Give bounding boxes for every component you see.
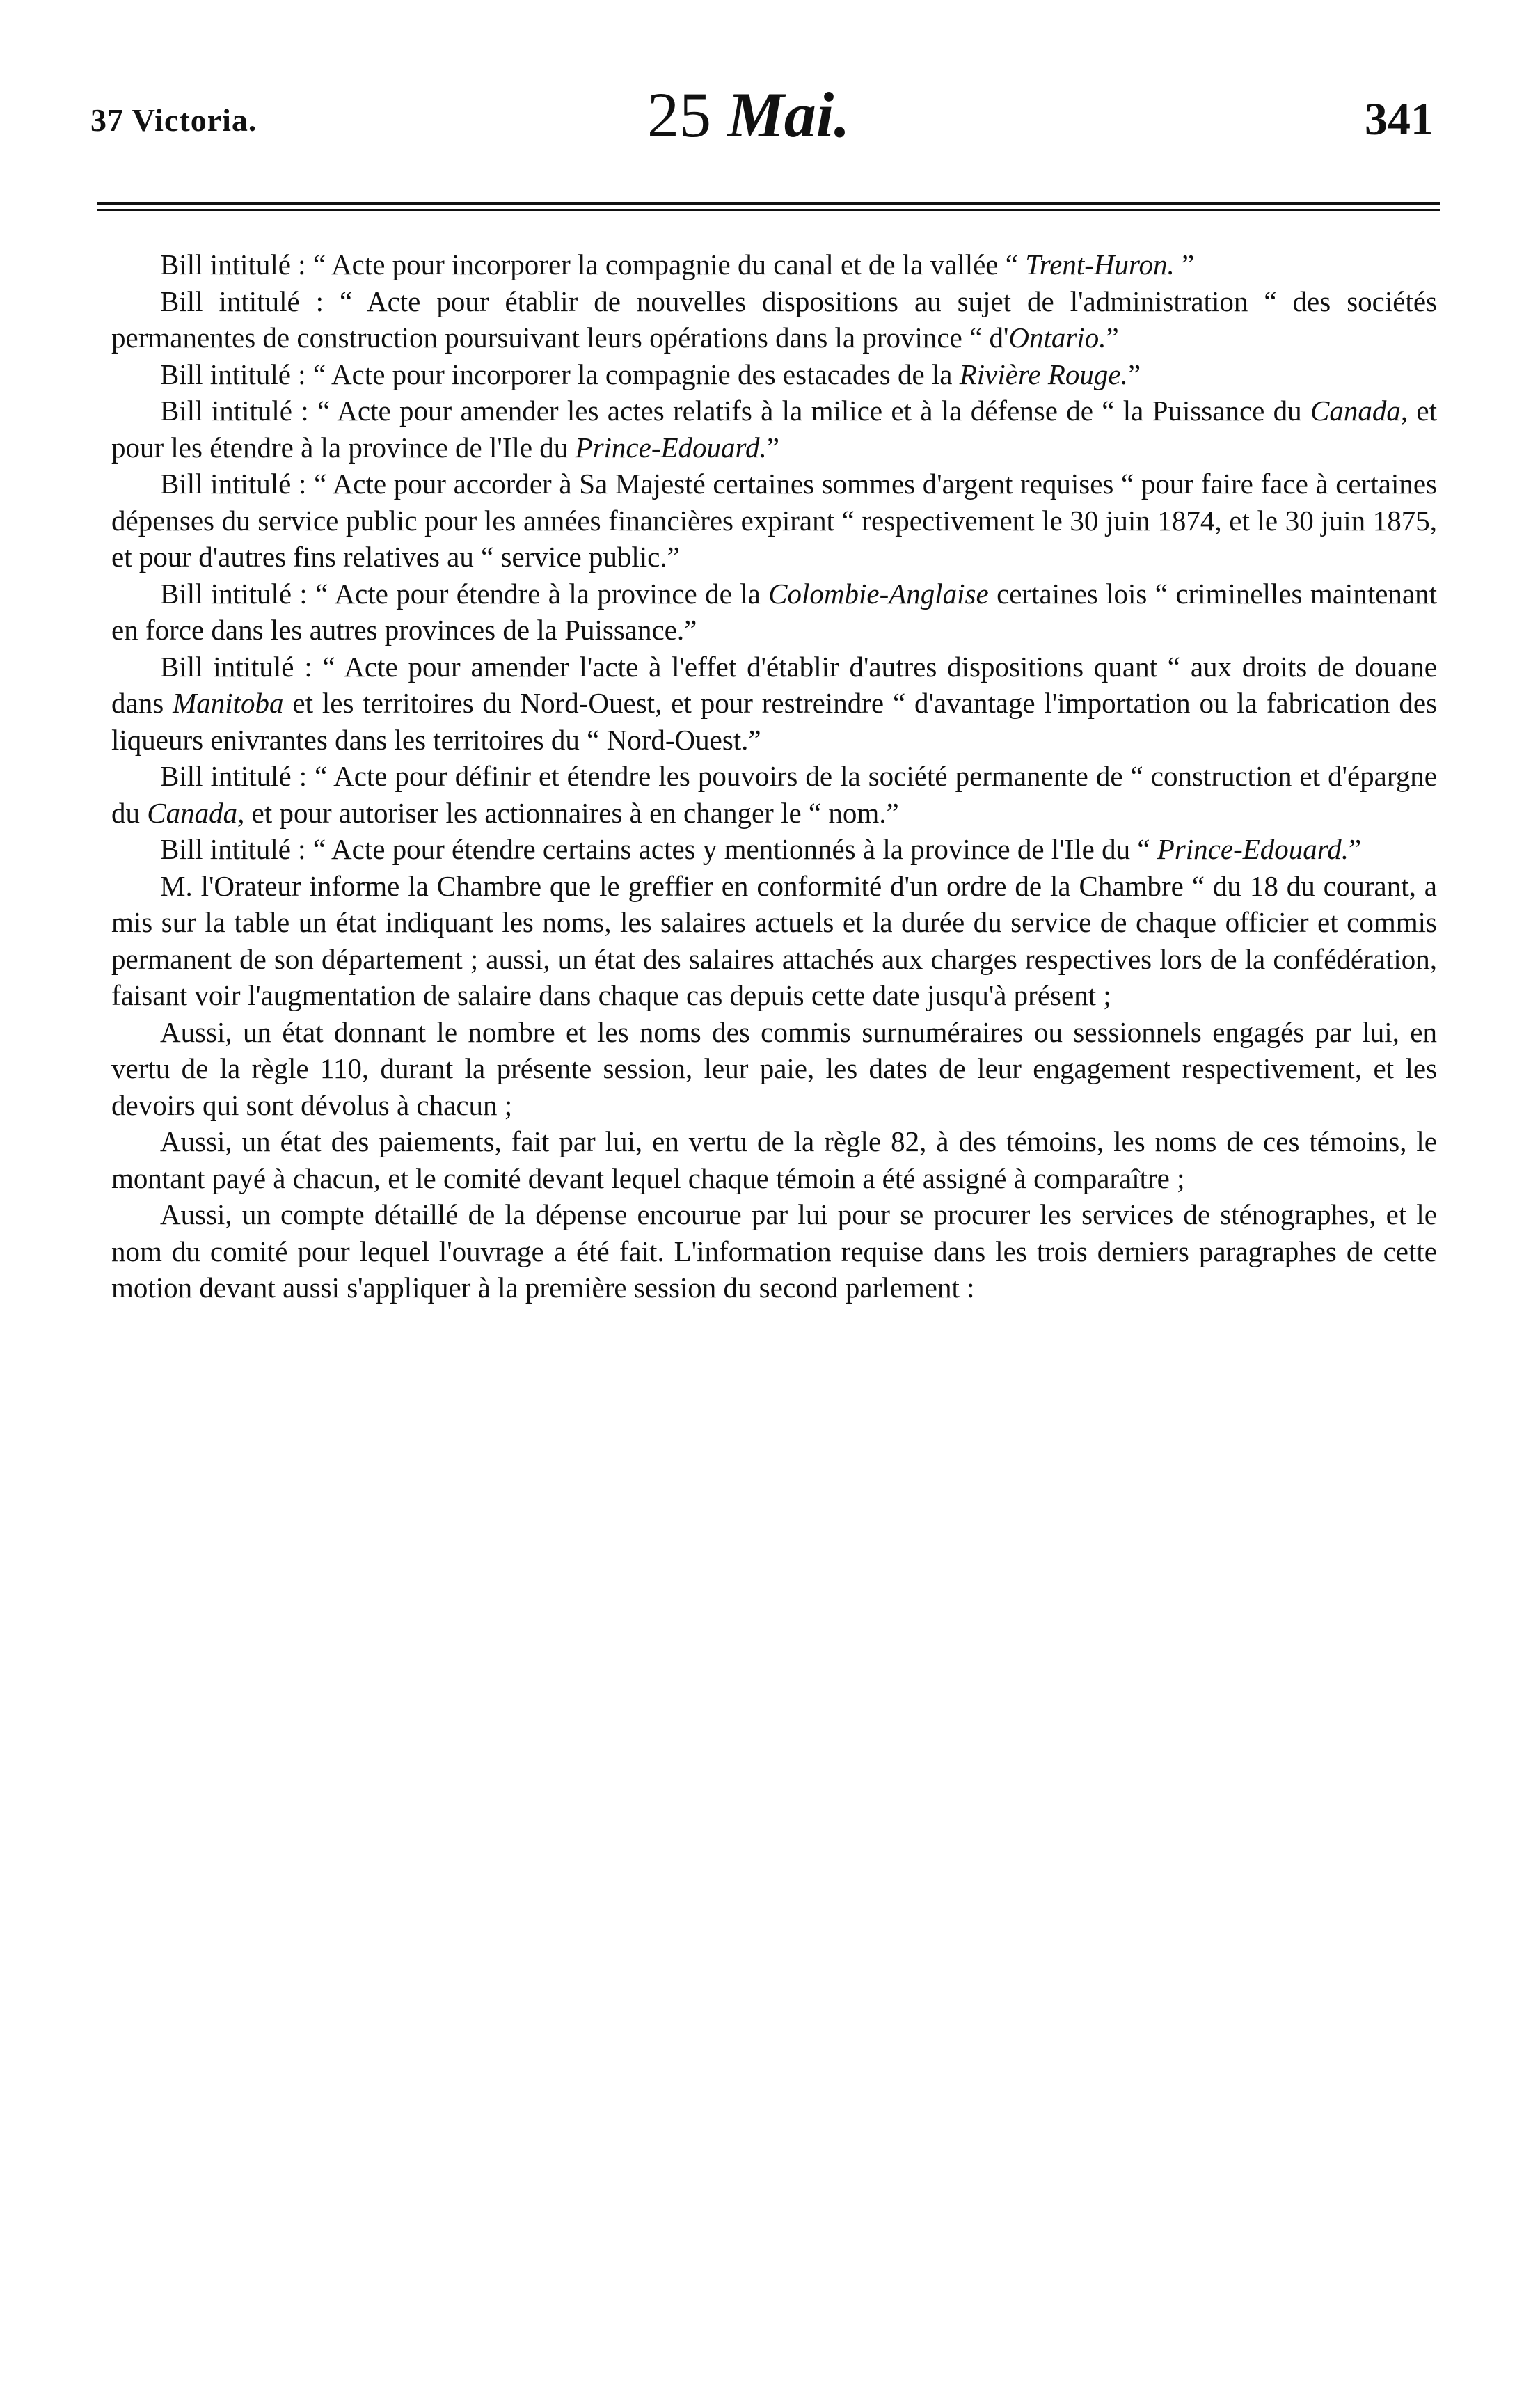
- paragraph-text: Bill intitulé : “ Acte pour incorporer la compagnie du canal et de la vallée “: [160, 248, 1026, 280]
- body-paragraph: [111, 576, 1437, 649]
- paragraph-text: ”: [1348, 833, 1362, 865]
- header-rule-thin: [97, 209, 1440, 211]
- italic-text: Manitoba: [173, 687, 284, 719]
- italic-text: Trent-Huron.: [1025, 248, 1175, 280]
- italic-text: Ontario.: [1008, 322, 1106, 354]
- paragraph-text: Bill intitulé : “ Acte pour incorporer la compagnie des estacades de la: [160, 358, 960, 390]
- body-paragraph: [111, 466, 1437, 576]
- paragraph-text: Aussi, un compte détaillé de la dépense encourue par lui pour se procurer les services de sténographes, et le nom du comité pour lequel l'ouvrage a été fait. L'information requise dans les trois derniers paragraphes de cette motion devant aussi s'appliquer à la première session du second parlement :: [111, 1198, 1437, 1304]
- paragraph-text: ”: [1174, 248, 1195, 280]
- paragraph-text: Aussi, un état donnant le nombre et les noms des commis surnuméraires ou sessionnels engagés par lui, en vertu de la règle 110, durant la présente session, leur paie, les dates de leur engagement respectivement, et les devoirs qui sont dévolus à chacun ;: [111, 1015, 1437, 1121]
- body-paragraph: [111, 831, 1437, 868]
- paragraph-text: Bill intitulé : “ Acte pour définir et étendre les pouvoirs de la société permanente de “ construction et d'épargne du: [111, 760, 1437, 829]
- body-paragraph: [111, 393, 1437, 466]
- body-paragraph: [111, 356, 1437, 393]
- body-paragraph: [111, 1014, 1437, 1124]
- paragraph-text: Aussi, un état des paiements, fait par lui, en vertu de la règle 82, à des témoins, les noms de ces témoins, le montant payé à chacun, et le comité devant lequel chaque témoin a été assigné à comparaître ;: [111, 1125, 1437, 1194]
- paragraph-text: et pour autoriser les actionnaires à en changer le “ nom.”: [244, 796, 899, 829]
- paragraph-text: Bill intitulé : “ Acte pour étendre certains actes y mentionnés à la province de l'Ile du “: [160, 833, 1157, 865]
- paragraph-text: ”: [1127, 358, 1141, 390]
- body-paragraph: [111, 1196, 1437, 1306]
- body-text: [111, 246, 1437, 1306]
- running-head: [90, 78, 1434, 161]
- date-month: Mai.: [727, 79, 850, 150]
- italic-text: Canada,: [1310, 395, 1408, 427]
- paragraph-text: Bill intitulé : “ Acte pour étendre à la province de la: [160, 577, 769, 610]
- body-paragraph: [111, 1123, 1437, 1196]
- date-day: 25: [647, 79, 711, 150]
- italic-text: Prince-Edouard.: [575, 431, 767, 464]
- paragraph-text: certaines lois “ criminelles maintenant en force dans les autres provinces de la Puissance.”: [111, 577, 1437, 646]
- italic-text: Rivière Rouge.: [959, 358, 1128, 390]
- session-label: 37 Victoria.: [90, 102, 257, 138]
- paragraph-text: Bill intitulé : “ Acte pour accorder à Sa Majesté certaines sommes d'argent requises “ pour faire face à certaines dépenses du service public pour les années financières expirant “ respectivement le 30 juin 1874, et le 30 juin 1875, et pour d'autres fins relatives au “ service public.”: [111, 468, 1437, 573]
- header-rule-thick: [97, 202, 1440, 205]
- paragraph-text: ”: [1106, 322, 1119, 354]
- italic-text: Colombie-Anglaise: [768, 577, 989, 610]
- paragraph-text: M. l'Orateur informe la Chambre que le greffier en conformité d'un ordre de la Chambre “ du 18 du courant, a mis sur la table un état indiquant les noms, les salaires actuels et la durée du service de chaque officier et commis permanent de son département ; aussi, un état des salaires attachés aux charges respectives lors de la confédération, faisant voir l'augmentation de salaire dans chaque cas depuis cette date jusqu'à présent ;: [111, 869, 1437, 1011]
- body-paragraph: [111, 246, 1437, 283]
- body-paragraph: [111, 649, 1437, 759]
- body-paragraph: [111, 868, 1437, 1014]
- page-date: [647, 78, 850, 152]
- paragraph-text: et pour les étendre à la province de l'Ile du: [111, 395, 1437, 464]
- paragraph-text: Bill intitulé : “ Acte pour amender l'acte à l'effet d'établir d'autres dispositions quant “ aux droits de douane dans: [111, 650, 1437, 719]
- body-paragraph: [111, 758, 1437, 831]
- italic-text: Canada,: [147, 796, 245, 829]
- paragraph-text: ”: [766, 431, 779, 464]
- body-paragraph: [111, 283, 1437, 356]
- page-number: 341: [1365, 94, 1434, 145]
- paragraph-text: Bill intitulé : “ Acte pour établir de nouvelles dispositions au sujet de l'administration “ des sociétés permanentes de construction poursuivant leurs opérations dans la province “ d': [111, 285, 1437, 354]
- paragraph-text: Bill intitulé : “ Acte pour amender les actes relatifs à la milice et à la défense de “ la Puissance du: [160, 395, 1310, 427]
- italic-text: Prince-Edouard.: [1157, 833, 1349, 865]
- paragraph-text: et les territoires du Nord-Ouest, et pour restreindre “ d'avantage l'importation ou la fabrication des liqueurs enivrantes dans les territoires du “ Nord-Ouest.”: [111, 687, 1438, 756]
